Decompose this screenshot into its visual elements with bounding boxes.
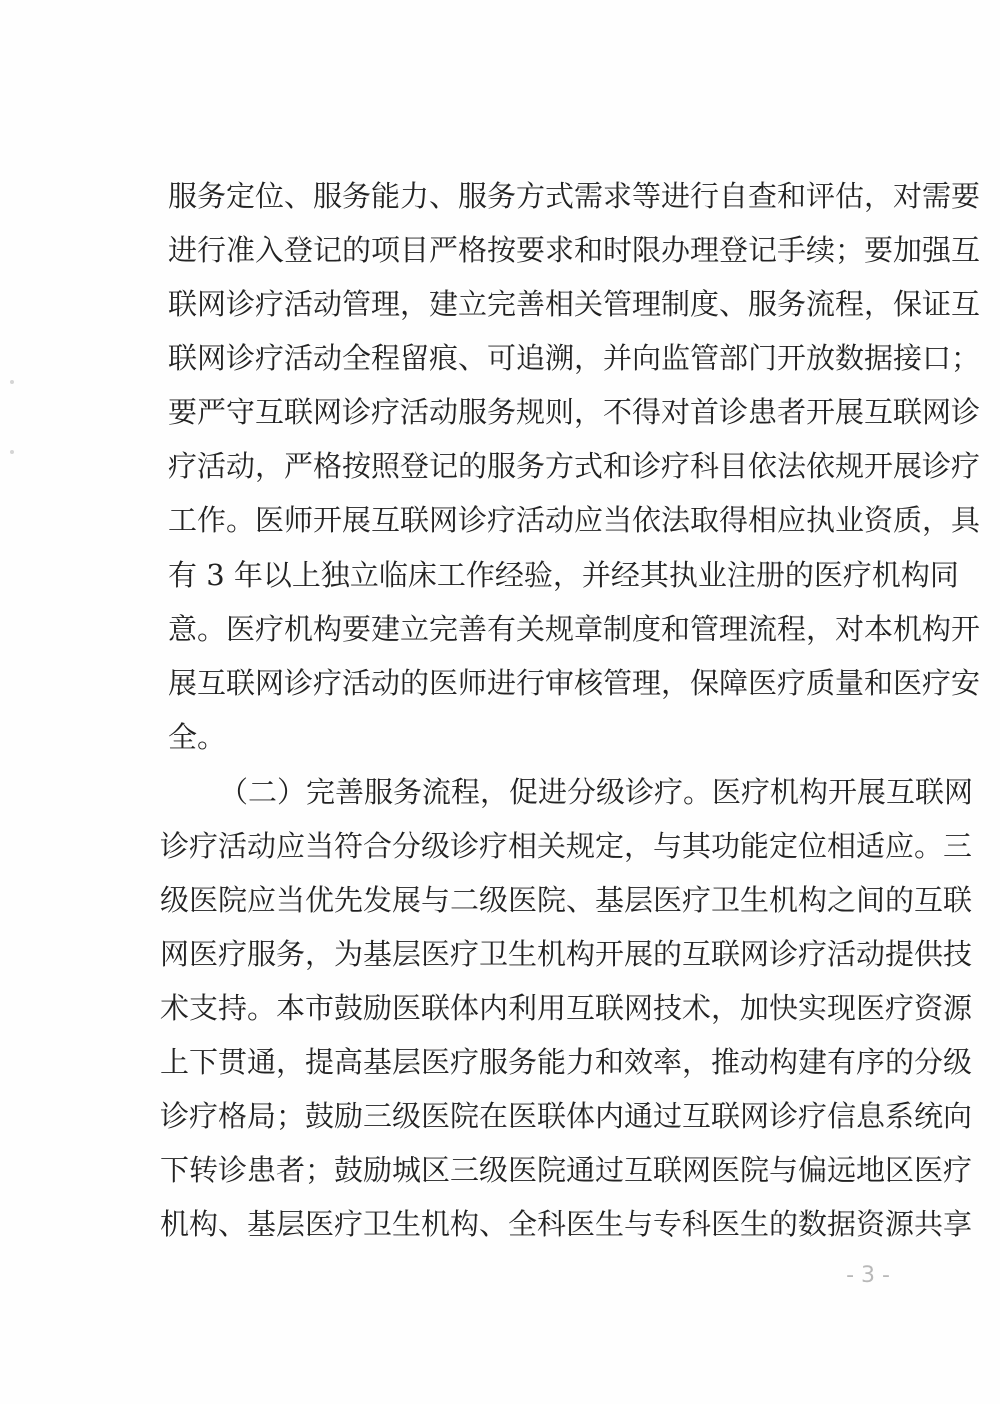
text-line: 诊疗活动应当符合分级诊疗相关规定，与其功能定位相适应。三 xyxy=(160,829,973,863)
text-line: 联网诊疗活动全程留痕、可追溯，并向监管部门开放数据接口； xyxy=(168,341,981,375)
text-line: 下转诊患者；鼓励城区三级医院通过互联网医院与偏远地区医疗 xyxy=(160,1153,973,1187)
text-line: 服务定位、服务能力、服务方式需求等进行自查和评估，对需要 xyxy=(168,179,981,213)
text-line: 疗活动，严格按照登记的服务方式和诊疗科目依法依规开展诊疗 xyxy=(168,449,981,483)
text-line: 上下贯通，提高基层医疗服务能力和效率，推动构建有序的分级 xyxy=(160,1045,973,1079)
text-line: 进行准入登记的项目严格按要求和时限办理登记手续；要加强互 xyxy=(168,233,981,267)
text-line: 联网诊疗活动管理，建立完善相关管理制度、服务流程，保证互 xyxy=(168,287,981,321)
text-line: 网医疗服务，为基层医疗卫生机构开展的互联网诊疗活动提供技 xyxy=(160,937,973,971)
text-line: 术支持。本市鼓励医联体内利用互联网技术，加快实现医疗资源 xyxy=(160,991,973,1025)
text-line: 级医院应当优先发展与二级医院、基层医疗卫生机构之间的互联 xyxy=(160,883,973,917)
text-line: 机构、基层医疗卫生机构、全科医生与专科医生的数据资源共享 xyxy=(160,1207,973,1241)
text-line: 全。 xyxy=(168,720,227,754)
text-line: 要严守互联网诊疗活动服务规则，不得对首诊患者开展互联网诊 xyxy=(168,395,981,429)
scan-speck xyxy=(10,380,14,384)
text-line: 展互联网诊疗活动的医师进行审核管理，保障医疗质量和医疗安 xyxy=(168,666,981,700)
text-line: 工作。医师开展互联网诊疗活动应当依法取得相应执业资质，具 xyxy=(168,503,981,537)
text-line: （二）完善服务流程，促进分级诊疗。医疗机构开展互联网 xyxy=(219,775,974,809)
scan-speck xyxy=(10,450,14,454)
text-line: 有 3 年以上独立临床工作经验，并经其执业注册的医疗机构同 xyxy=(168,558,959,592)
page-number: - 3 - xyxy=(846,1263,890,1288)
text-line: 诊疗格局；鼓励三级医院在医联体内通过互联网诊疗信息系统向 xyxy=(160,1099,973,1133)
text-line: 意。医疗机构要建立完善有关规章制度和管理流程，对本机构开 xyxy=(168,612,981,646)
